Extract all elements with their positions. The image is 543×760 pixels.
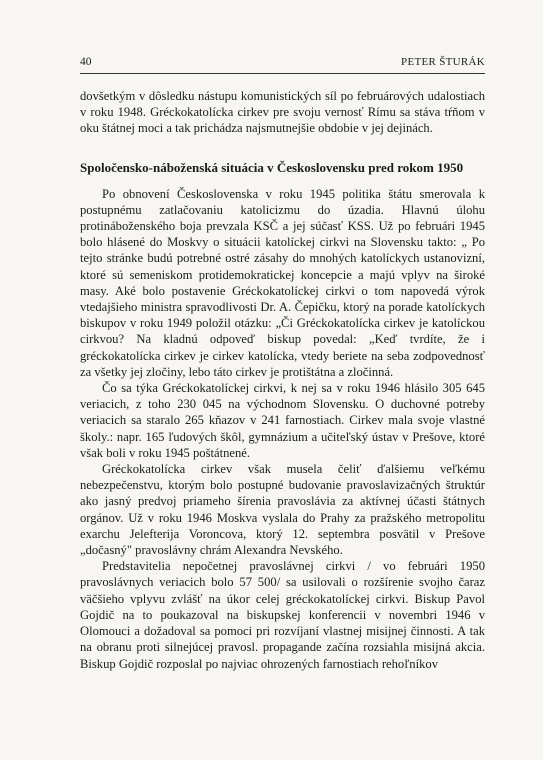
intro-paragraph: dovšetkým v dôsledku nástupu komunistických síl po februárových udalostiach v roku 1948. Gréckokatolícka cirkev pre svoju vernosť Rímu sa stáva tŕňom v oku štátnej moci a tak prichádza najsmutnejšie obdobie v jej dejinách. xyxy=(80,89,485,136)
header-rule xyxy=(80,73,485,74)
body-paragraph: Po obnovení Československa v roku 1945 politika štátu smerovala k postupnému zatlačovaniu katolicizmu do úzadia. Hlavnú úlohu protináboženského boja prevzala KSČ a jej súčasť KSS. Už po februári 1945 bolo hlásené do Moskvy o situácii katolíckej cirkvi na Slovensku takto: „ Po tejto stránke budú potrebné ostré zásahy do mnohých katolíckych ustanovizní, ktoré sú semeniskom protidemokratickej koncepcie a majú vplyv na široké masy. Aké bolo postavenie Gréckokatolíckej cirkvi o tom napovedá výrok vtedajšieho ministra spravodlivosti Dr. A. Čepičku, ktorý na porade katolíckych biskupov v roku 1949 položil otázku: „Či Gréckokatolícka cirkev je katolíckou cirkvou? Na kladnú odpoveď biskup povedal: „Keď tvrdíte, že i gréckokatolícka cirkev je cirkev katolícka, vtedy beriete na seba zodpovednosť za všetky jej zločiny, lebo táto cirkev je protištátna a zločinná. xyxy=(80,186,485,379)
body-paragraph: Predstavitelia nepočetnej pravoslávnej cirkvi / vo februári 1950 pravoslávnych veriacich bolo 57 500/ sa usilovali o rozšírenie svojho čaraz väčšieho vplyvu zvlášť na úkor celej gréckokatolíckej cirkvi. Biskup Pavol Gojdič na to poukazoval na biskupskej konferencii v novembri 1946 v Olomouci a dožadoval sa pomoci pri rozvíjaní vlastnej misijnej činnosti. A tak na obranu proti silnejúcej pravosl. propagande začína rozsiahla misijná akcia. Biskup Gojdič rozposlal po najviac ohrozených farnostiach rehoľníkov xyxy=(80,559,485,671)
page-number: 40 xyxy=(80,56,92,68)
body-paragraph: Gréckokatolícka cirkev však musela čeliť ďalšiemu veľkému nebezpečenstvu, ktorým bolo postupné budovanie pravoslavizačných štruktúr ako jasný predvoj priameho šírenia pravoslávia za aktívnej účasti štátnych orgánov. Už v roku 1946 Moskva vyslala do Prahy za pražského metropolitu exarchu Jelefterija Voroncova, ktorý 12. septembra posvätil v Prešove „dočasný" pravoslávny chrám Alexandra Nevského. xyxy=(80,462,485,558)
page-body xyxy=(80,88,485,672)
body-paragraph: Čo sa týka Gréckokatolíckej cirkvi, k nej sa v roku 1946 hlásilo 305 645 veriacich, z toho 230 045 na východnom Slovensku. O duchovné potreby veriacich sa staralo 265 kňazov v 241 farnostiach. Cirkev mala svoje vlastné školy.: napr. 165 ľudových škôl, gymnázium a učiteľský ústav v Prešove, ktoré však boli v roku 1945 poštátnené. xyxy=(80,381,485,460)
running-head: PETER ŠTURÁK xyxy=(401,56,485,68)
section-title: Spoločensko-náboženská situácia v Československu pred rokom 1950 xyxy=(80,159,464,175)
